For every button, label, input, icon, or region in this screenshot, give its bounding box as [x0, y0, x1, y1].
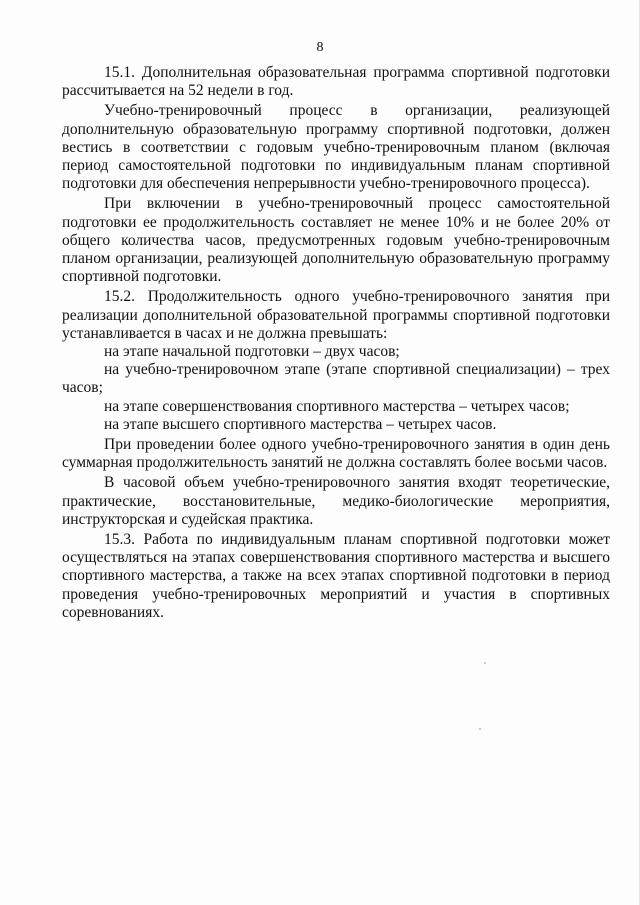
list-item-initial-stage: на этапе начальной подготовки – двух часов;: [104, 343, 400, 361]
list-item-improvement-stage: на этапе совершенствования спортивного мастерства – четырех часов;: [104, 397, 570, 415]
paragraph-hour-volume: В часовой объем учебно-тренировочного занятия входят теоретические, практические, восстановительные, медико-биологические мероприятия, инструкторская и судейская практика.: [62, 474, 610, 528]
scan-speck: [479, 728, 481, 730]
paragraph-daily-limit: При проведении более одного учебно-тренировочного занятия в один день суммарная продолжительность занятий не должна составлять более восьми часов.: [62, 436, 610, 472]
document-body: [62, 64, 610, 622]
paragraph-self-preparation: При включении в учебно-тренировочный процесс самостоятельной подготовки ее продолжительность составляет не менее 10% и не более 20% от общего количества часов, предусмотренных годовым учебно-тренировочным планом организации, реализующей дополнительную образовательную программу спортивной подготовки.: [62, 195, 610, 286]
paragraph-15-3: 15.3. Работа по индивидуальным планам спортивной подготовки может осуществляться на этапах совершенствования спортивного мастерства и высшего спортивного мастерства, а также на всех этапах спортивной подготовки в период проведения учебно-тренировочных мероприятий и участия в спортивных соревнованиях.: [62, 531, 610, 621]
paragraph-training-process: Учебно-тренировочный процесс в организации, реализующей дополнительную образовательную программу спортивной подготовки, должен вестись в соответствии с годовым учебно-тренировочным планом (включая период самостоятельной подготовки по индивидуальным планам спортивной подготовки для обеспечения непрерывности учебно-тренировочного процесса).: [62, 102, 610, 193]
list-item-training-stage: на учебно-тренировочном этапе (этапе спортивной специализации) – трех часов;: [62, 361, 610, 397]
paragraph-15-1: 15.1. Дополнительная образовательная программа спортивной подготовки рассчитывается на 52 недели в год.: [62, 64, 610, 100]
list-item-higher-mastery-stage: на этапе высшего спортивного мастерства – четырех часов.: [104, 415, 497, 433]
paragraph-15-2: 15.2. Продолжительность одного учебно-тренировочного занятия при реализации дополнительной образовательной программы спортивной подготовки устанавливается в часах и не должна превышать:: [62, 288, 610, 342]
page-number: 8: [316, 40, 324, 55]
scan-speck: [484, 662, 486, 664]
